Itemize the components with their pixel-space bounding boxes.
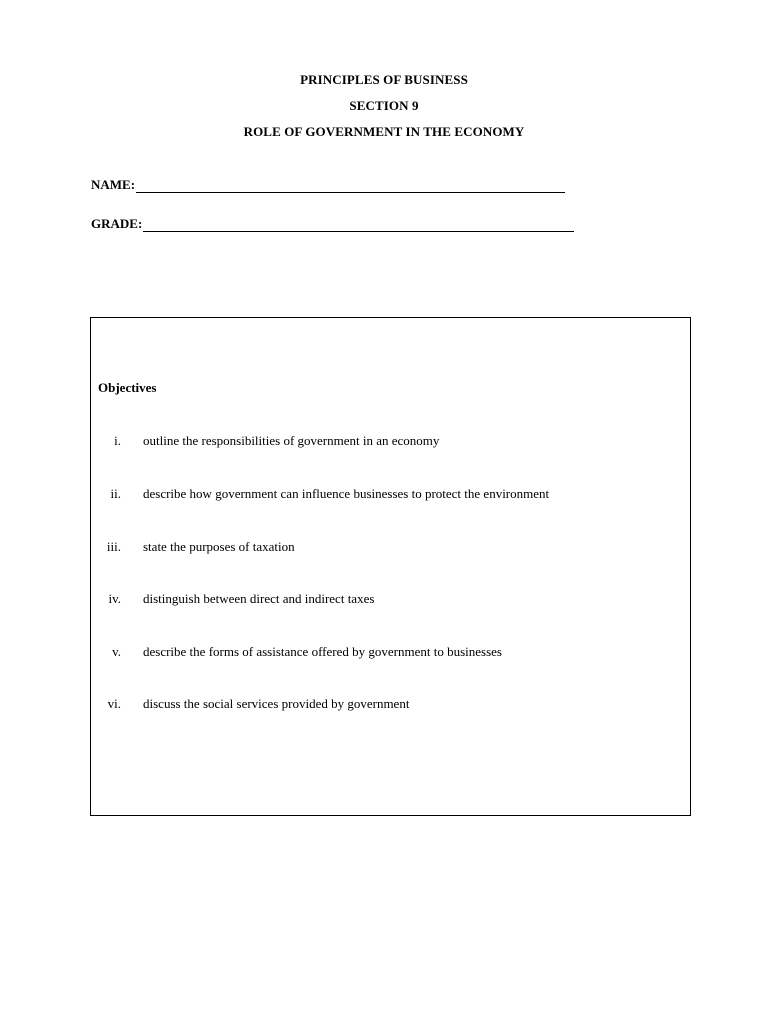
topic-title: ROLE OF GOVERNMENT IN THE ECONOMY <box>243 124 525 139</box>
objective-text: describe the forms of assistance offered by government to businesses <box>143 644 502 659</box>
objective-number: iii. <box>106 539 121 554</box>
objectives-heading: Objectives <box>98 380 157 395</box>
objective-text: outline the responsibilities of government in an economy <box>143 433 440 448</box>
course-title: PRINCIPLES OF BUSINESS <box>300 72 468 87</box>
name-field <box>91 177 565 193</box>
objective-text: distinguish between direct and indirect taxes <box>143 591 375 606</box>
name-blank-line[interactable] <box>136 178 565 193</box>
objective-number: iv. <box>108 591 121 606</box>
objective-text: state the purposes of taxation <box>143 539 295 554</box>
grade-label: GRADE: <box>91 216 143 231</box>
objective-number: ii. <box>110 486 121 501</box>
objective-text: discuss the social services provided by government <box>143 696 410 711</box>
grade-blank-line[interactable] <box>143 217 574 232</box>
section-title: SECTION 9 <box>349 98 419 113</box>
objective-number: vi. <box>107 696 121 711</box>
objective-number: v. <box>112 644 121 659</box>
objectives-box <box>90 317 691 816</box>
grade-field <box>91 216 574 232</box>
objective-number: i. <box>114 433 121 448</box>
name-label: NAME: <box>91 177 136 192</box>
objective-text: describe how government can influence businesses to protect the environment <box>143 486 550 501</box>
